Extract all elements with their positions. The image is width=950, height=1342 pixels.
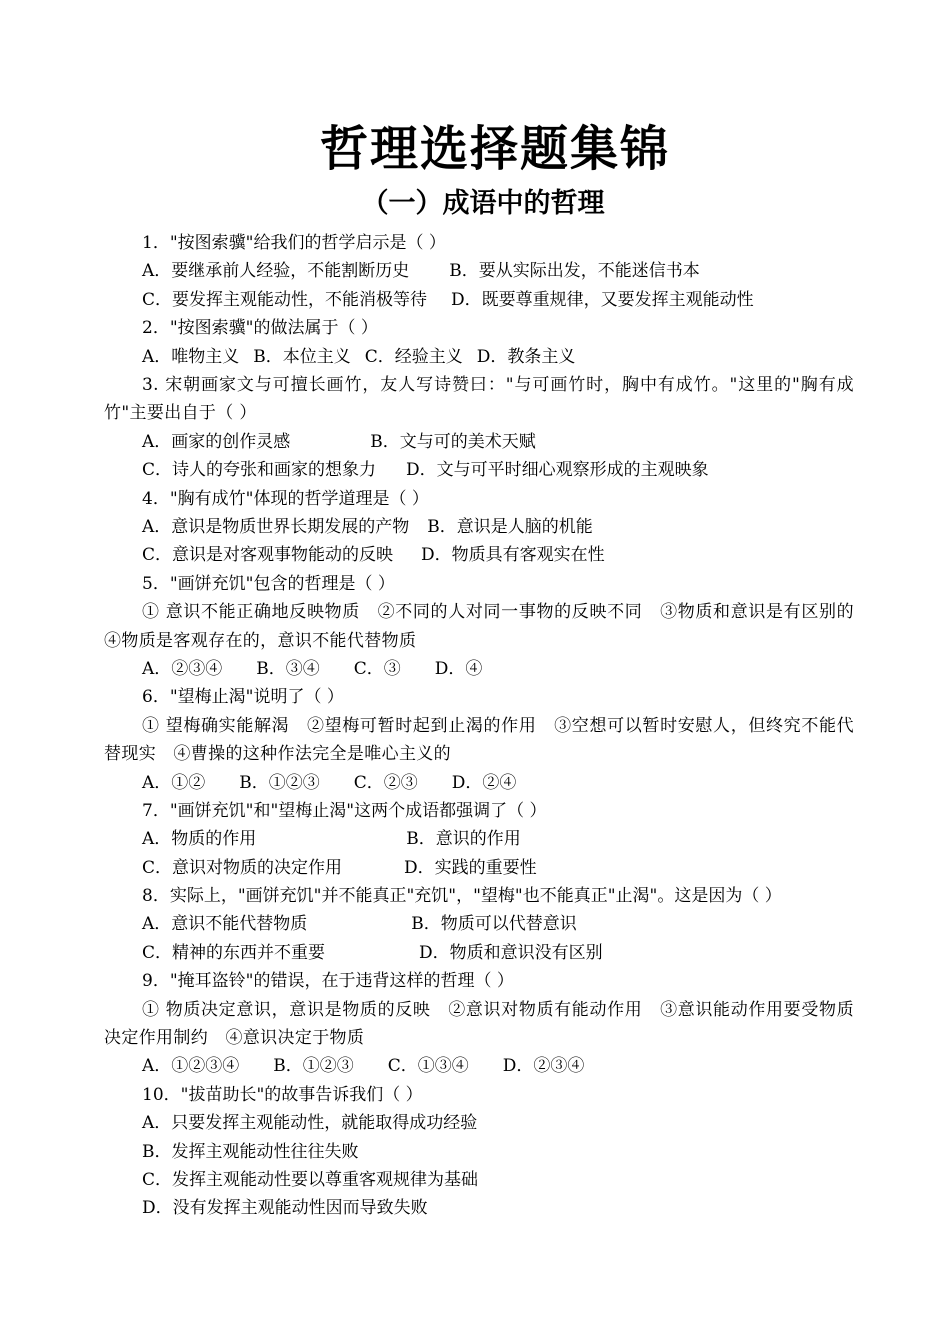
question-6-options-row bbox=[104, 769, 854, 797]
question-7-stem: 7．"画饼充饥"和"望梅止渴"这两个成语都强调了（ ） bbox=[142, 800, 547, 821]
question-8-options-row-1 bbox=[104, 910, 854, 938]
question-10-option-c: C．发挥主观能动性要以尊重客观规律为基础 bbox=[142, 1170, 479, 1191]
question-9-option-a: A．①②③④ bbox=[142, 1056, 240, 1077]
question-1-option-c: C．要发挥主观能动性，不能消极等待 bbox=[142, 289, 428, 310]
question-2-option-a: A．唯物主义 bbox=[142, 346, 240, 367]
question-2-option-b: B．本位主义 bbox=[253, 346, 351, 367]
question-1-option-a: A．要继承前人经验，不能割断历史 bbox=[142, 261, 410, 282]
question-10-option-b: B．发挥主观能动性往往失败 bbox=[142, 1141, 359, 1162]
question-7-option-c: C．意识对物质的决定作用 bbox=[142, 857, 343, 878]
question-1-option-d: D．既要尊重规律，又要发挥主观能动性 bbox=[451, 289, 754, 310]
question-8-option-c: C．精神的东西并不重要 bbox=[142, 942, 326, 963]
question-4-options-row-2 bbox=[104, 541, 854, 569]
question-3-options-row-1 bbox=[104, 428, 854, 456]
question-5-stem: 5．"画饼充饥"包含的哲理是（ ） bbox=[142, 573, 395, 594]
question-8-option-d: D．物质和意识没有区别 bbox=[419, 942, 603, 963]
question-4-stem: 4．"胸有成竹"体现的哲学道理是（ ） bbox=[142, 488, 429, 509]
question-4-option-d: D．物质具有客观实在性 bbox=[421, 545, 605, 566]
question-6-stem: 6．"望梅止渴"说明了（ ） bbox=[142, 687, 344, 708]
question-6-statements: ① 望梅确实能解渴 ②望梅可暂时起到止渴的作用 ③空想可以暂时安慰人，但终究不能代替现实 ④曹操的这种作法完全是唯心主义的 bbox=[104, 715, 854, 765]
question-6-option-a: A．①② bbox=[142, 772, 206, 793]
question-9-statements: ① 物质决定意识，意识是物质的反映 ②意识对物质有能动作用 ③意识能动作用要受物质决定作用制约 ④意识决定于物质 bbox=[104, 999, 854, 1049]
question-5-option-a: A．②③④ bbox=[142, 658, 223, 679]
question-3-option-d: D．文与可平时细心观察形成的主观映象 bbox=[406, 460, 709, 481]
question-1-stem: 1．"按图索骥"给我们的哲学启示是（ ） bbox=[142, 233, 446, 253]
question-8-options-row-2 bbox=[104, 939, 854, 967]
question-6-option-c: C．②③ bbox=[353, 772, 418, 793]
question-9-option-b: B．①②③ bbox=[273, 1056, 354, 1077]
question-5-options-row bbox=[104, 655, 854, 683]
question-1-option-b: B．要从实际出发，不能迷信书本 bbox=[449, 261, 700, 282]
question-4-option-a: A．意识是物质世界长期发展的产物 bbox=[142, 516, 410, 537]
question-7-option-d: D．实践的重要性 bbox=[404, 857, 537, 878]
question-7-option-a: A．物质的作用 bbox=[142, 829, 257, 850]
question-2-stem: 2．"按图索骥"的做法属于（ ） bbox=[142, 318, 378, 339]
question-4-option-c: C．意识是对客观事物能动的反映 bbox=[142, 545, 394, 566]
question-8-option-b: B．物质可以代替意识 bbox=[411, 914, 577, 935]
question-6-option-b: B．①②③ bbox=[239, 772, 320, 793]
section-subtitle: （一）成语中的哲理 bbox=[361, 188, 605, 219]
question-10-option-d: D．没有发挥主观能动性因而导致失败 bbox=[142, 1198, 428, 1219]
question-5-option-b: B．③④ bbox=[256, 658, 320, 679]
question-6-option-d: D．②④ bbox=[451, 772, 517, 793]
question-5-statements: ① 意识不能正确地反映物质 ②不同的人对同一事物的反映不同 ③物质和意识是有区别的 ④物质是客观存在的，意识不能代替物质 bbox=[104, 602, 872, 651]
page-title: 哲理选择题集锦 bbox=[319, 121, 670, 177]
question-1-options-row-1 bbox=[104, 257, 854, 285]
question-10-stem: 10．"拔苗助长"的故事告诉我们（ ） bbox=[142, 1084, 423, 1105]
question-2-option-d: D．教条主义 bbox=[476, 346, 576, 367]
question-2-options-row bbox=[104, 343, 854, 371]
question-9-options-row bbox=[104, 1052, 854, 1080]
question-list bbox=[104, 229, 872, 1223]
question-3-stem: 3. 宋朝画家文与可擅长画竹，友人写诗赞曰："与可画竹时，胸中有成竹。"这里的"胸有成竹"主要出自于（ ） bbox=[104, 374, 854, 424]
question-3-option-c: C．诗人的夸张和画家的想象力 bbox=[142, 460, 377, 481]
question-1-options-row-2 bbox=[104, 286, 854, 314]
question-2-option-c: C．经验主义 bbox=[364, 346, 463, 367]
question-9-stem: 9．"掩耳盗铃"的错误，在于违背这样的哲理（ ） bbox=[142, 971, 514, 992]
question-7-options-row-1 bbox=[104, 825, 854, 853]
question-8-stem: 8．实际上，"画饼充饥"并不能真正"充饥"，"望梅"也不能真正"止渴"。这是因为（ ） bbox=[142, 886, 782, 907]
question-5-option-c: C．③ bbox=[353, 658, 401, 679]
question-7-option-b: B．意识的作用 bbox=[406, 829, 521, 850]
question-9-option-c: C．①③④ bbox=[387, 1056, 469, 1077]
question-8-option-a: A．意识不能代替物质 bbox=[142, 914, 308, 935]
question-3-option-a: A．画家的创作灵感 bbox=[142, 431, 291, 452]
question-7-options-row-2 bbox=[104, 854, 854, 882]
question-5-option-d: D．④ bbox=[434, 658, 483, 679]
question-4-options-row-1 bbox=[104, 513, 854, 541]
question-3-option-b: B．文与可的美术天赋 bbox=[370, 431, 536, 452]
question-10-option-a: A．只要发挥主观能动性，就能取得成功经验 bbox=[142, 1113, 478, 1134]
question-9-option-d: D．②③④ bbox=[502, 1056, 585, 1077]
question-3-options-row-2 bbox=[104, 456, 854, 484]
question-4-option-b: B．意识是人脑的机能 bbox=[427, 516, 593, 537]
